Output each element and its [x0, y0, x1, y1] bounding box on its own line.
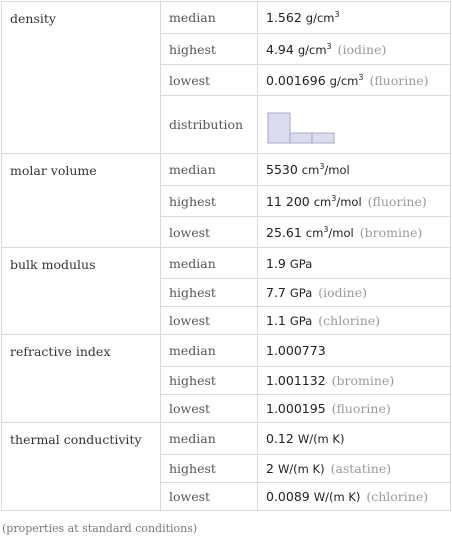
unit: $cm^3$/mol [305, 224, 354, 240]
value: 4.94 [266, 41, 294, 57]
stat-label: median [161, 423, 258, 455]
value: 7.7 [266, 285, 286, 300]
value: 11 200 [266, 193, 310, 209]
value: 2 [266, 461, 274, 476]
value: 5530 [266, 162, 298, 177]
value: 1.1 [266, 313, 286, 328]
note: (fluorine) [367, 193, 427, 209]
unit: GPa [289, 286, 313, 300]
value-cell [258, 307, 451, 335]
value-cell [258, 217, 451, 248]
value: 0.0089 [266, 489, 310, 504]
value: 1.001132 [266, 373, 326, 388]
value-cell [258, 186, 451, 217]
note: (fluorine) [331, 401, 391, 416]
property-name-refractive-index: refractive index [2, 335, 161, 423]
unit: W/(m K) [277, 462, 325, 476]
stat-label: highest [161, 34, 258, 65]
value-cell [258, 455, 451, 483]
unit: $g/cm^3$ [297, 41, 332, 57]
footer-note: (properties at standard conditions) [2, 522, 198, 535]
table-row [2, 2, 451, 34]
note: (iodine) [337, 41, 387, 57]
note: (iodine) [318, 285, 367, 300]
properties-table [1, 1, 451, 511]
stat-label: median [161, 335, 258, 367]
unit: $cm^3$/mol [301, 162, 350, 177]
value-cell [258, 483, 451, 511]
value-cell [258, 395, 451, 423]
value: 0.12 [266, 431, 294, 446]
property-name-molar-volume: molar volume [2, 154, 161, 248]
value-cell [258, 2, 451, 34]
value: 1.000195 [266, 401, 326, 416]
unit: $g/cm^3$ [329, 72, 364, 88]
stat-label: highest [161, 279, 258, 307]
value-cell [258, 423, 451, 455]
value: 1.562 [266, 10, 302, 25]
unit: GPa [289, 256, 313, 271]
table-row [2, 423, 451, 455]
value: 0.001696 [266, 72, 326, 88]
distribution-cell [258, 96, 451, 154]
table-row [2, 248, 451, 279]
unit: W/(m K) [313, 490, 361, 504]
note: (bromine) [359, 224, 423, 240]
stat-label: highest [161, 186, 258, 217]
unit: $cm^3$/mol [313, 193, 362, 209]
value-cell [258, 65, 451, 96]
stat-label: distribution [161, 96, 258, 154]
stat-label: lowest [161, 217, 258, 248]
value: 1.9 [266, 255, 286, 271]
value-cell [258, 34, 451, 65]
note: (fluorine) [369, 72, 429, 88]
unit: $g/cm^3$ [305, 10, 340, 25]
stat-label: median [161, 248, 258, 279]
property-name-density: density [2, 2, 161, 154]
stat-label: lowest [161, 307, 258, 335]
histogram-bar [268, 113, 290, 143]
stat-label: lowest [161, 65, 258, 96]
note: (astatine) [330, 461, 392, 476]
value-cell [258, 248, 451, 279]
unit: GPa [289, 314, 313, 328]
value-cell [258, 154, 451, 186]
stat-label: lowest [161, 483, 258, 511]
note: (chlorine) [318, 313, 381, 328]
histogram-bar [312, 133, 334, 143]
histogram-bar [290, 133, 312, 143]
stat-label: lowest [161, 395, 258, 423]
value: 25.61 [266, 224, 302, 240]
value-cell [258, 279, 451, 307]
table-row [2, 335, 451, 367]
value: 1.000773 [266, 343, 326, 358]
stat-label: median [161, 154, 258, 186]
value-cell [258, 335, 451, 367]
property-name-bulk-modulus: bulk modulus [2, 248, 161, 335]
note: (chlorine) [366, 489, 429, 504]
stat-label: highest [161, 455, 258, 483]
stat-label: highest [161, 367, 258, 395]
distribution-histogram [266, 103, 346, 147]
stat-label: median [161, 2, 258, 34]
table-row [2, 154, 451, 186]
property-name-thermal-conductivity: thermal conductivity [2, 423, 161, 511]
note: (bromine) [331, 373, 395, 388]
value-cell [258, 367, 451, 395]
unit: W/(m K) [297, 432, 345, 446]
